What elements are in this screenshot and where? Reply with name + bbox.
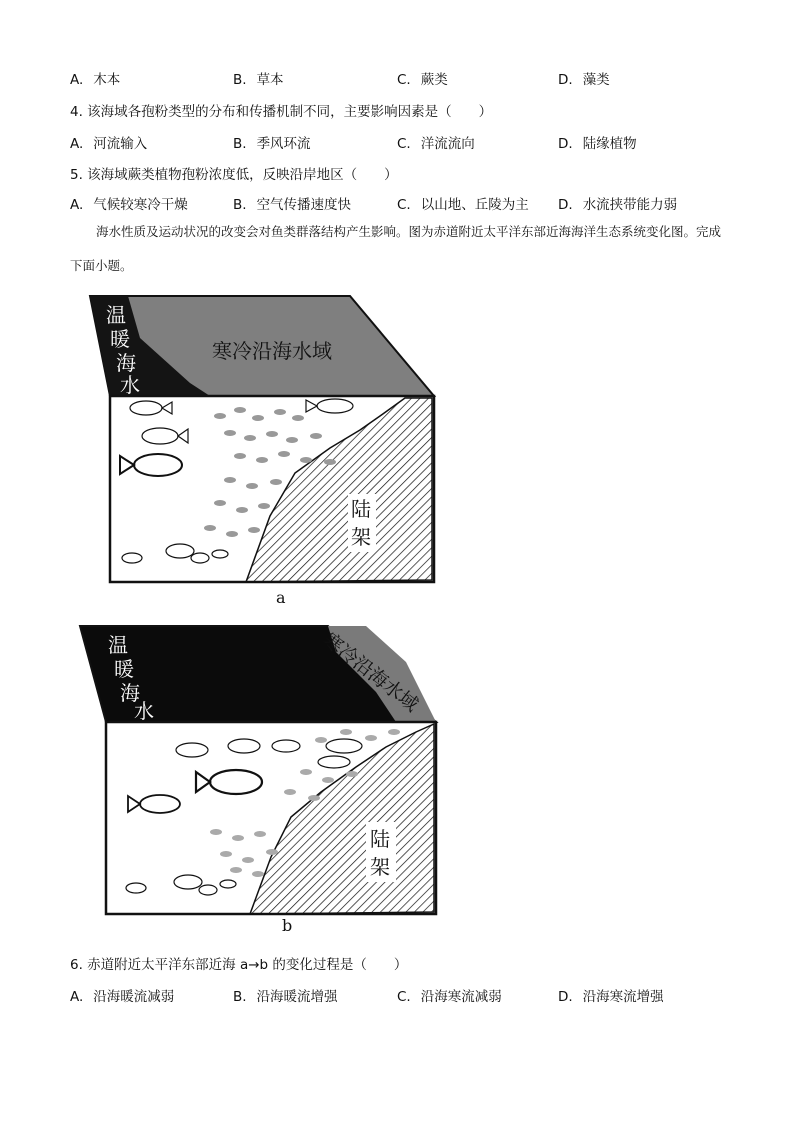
q3-option-b: B. 草本 <box>233 72 284 88</box>
q3-option-d: D. 藻类 <box>558 72 610 88</box>
shelf-char-2: 架 <box>351 525 371 549</box>
cold-water-label: 寒冷沿海水域 <box>212 339 332 363</box>
shelf-char-1: 陆 <box>351 497 371 521</box>
q4-option-a: A. 河流输入 <box>70 136 148 152</box>
figure-b-caption: b <box>282 916 293 935</box>
warm-char-2: 暖 <box>114 657 134 681</box>
passage: 海水性质及运动状况的改变会对鱼类群落结构产生影响。图为赤道附近太平洋东部近海海洋生态系统变化图。完成下面小题。 <box>70 224 722 273</box>
q6-option-c: C. 沿海寒流减弱 <box>397 989 502 1005</box>
q6-stem: 6. 赤道附近太平洋东部近海 a→b 的变化过程是（ ） <box>70 957 408 973</box>
warm-char-2: 暖 <box>110 327 130 351</box>
shelf-char-2: 架 <box>370 855 390 879</box>
q5-stem: 5. 该海域蕨类植物孢粉浓度低，反映沿岸地区（ ） <box>70 167 398 183</box>
warm-char-3: 海 <box>120 681 140 705</box>
figure-a-caption: a <box>276 588 286 607</box>
q4-stem: 4. 该海域各孢粉类型的分布和传播机制不同，主要影响因素是（ ） <box>70 104 493 120</box>
q3-option-c: C. 蕨类 <box>397 72 448 88</box>
warm-char-3: 海 <box>116 351 136 375</box>
q5-option-a: A. 气候较寒冷干燥 <box>70 197 188 213</box>
q5-option-d: D. 水流挟带能力弱 <box>558 197 678 213</box>
warm-char-1: 温 <box>108 633 128 657</box>
warm-char-4: 水 <box>120 373 140 397</box>
warm-char-1: 温 <box>106 303 126 327</box>
q4-option-c: C. 洋流流向 <box>397 136 475 152</box>
q5-option-b: B. 空气传播速度快 <box>233 197 352 213</box>
q4-option-b: B. 季风环流 <box>233 136 311 152</box>
q6-option-a: A. 沿海暖流减弱 <box>70 989 175 1005</box>
shelf-char-1: 陆 <box>370 827 390 851</box>
q6-option-d: D. 沿海寒流增强 <box>558 989 664 1005</box>
q4-option-d: D. 陆缘植物 <box>558 136 637 152</box>
q3-option-a: A. 木本 <box>70 72 121 88</box>
figure-b <box>76 622 442 918</box>
warm-char-4: 水 <box>134 699 154 723</box>
cold-water-label: 寒冷沿海水域 <box>318 628 423 717</box>
figure-a <box>80 288 440 588</box>
q5-option-c: C. 以山地、丘陵为主 <box>397 197 529 213</box>
q6-option-b: B. 沿海暖流增强 <box>233 989 338 1005</box>
